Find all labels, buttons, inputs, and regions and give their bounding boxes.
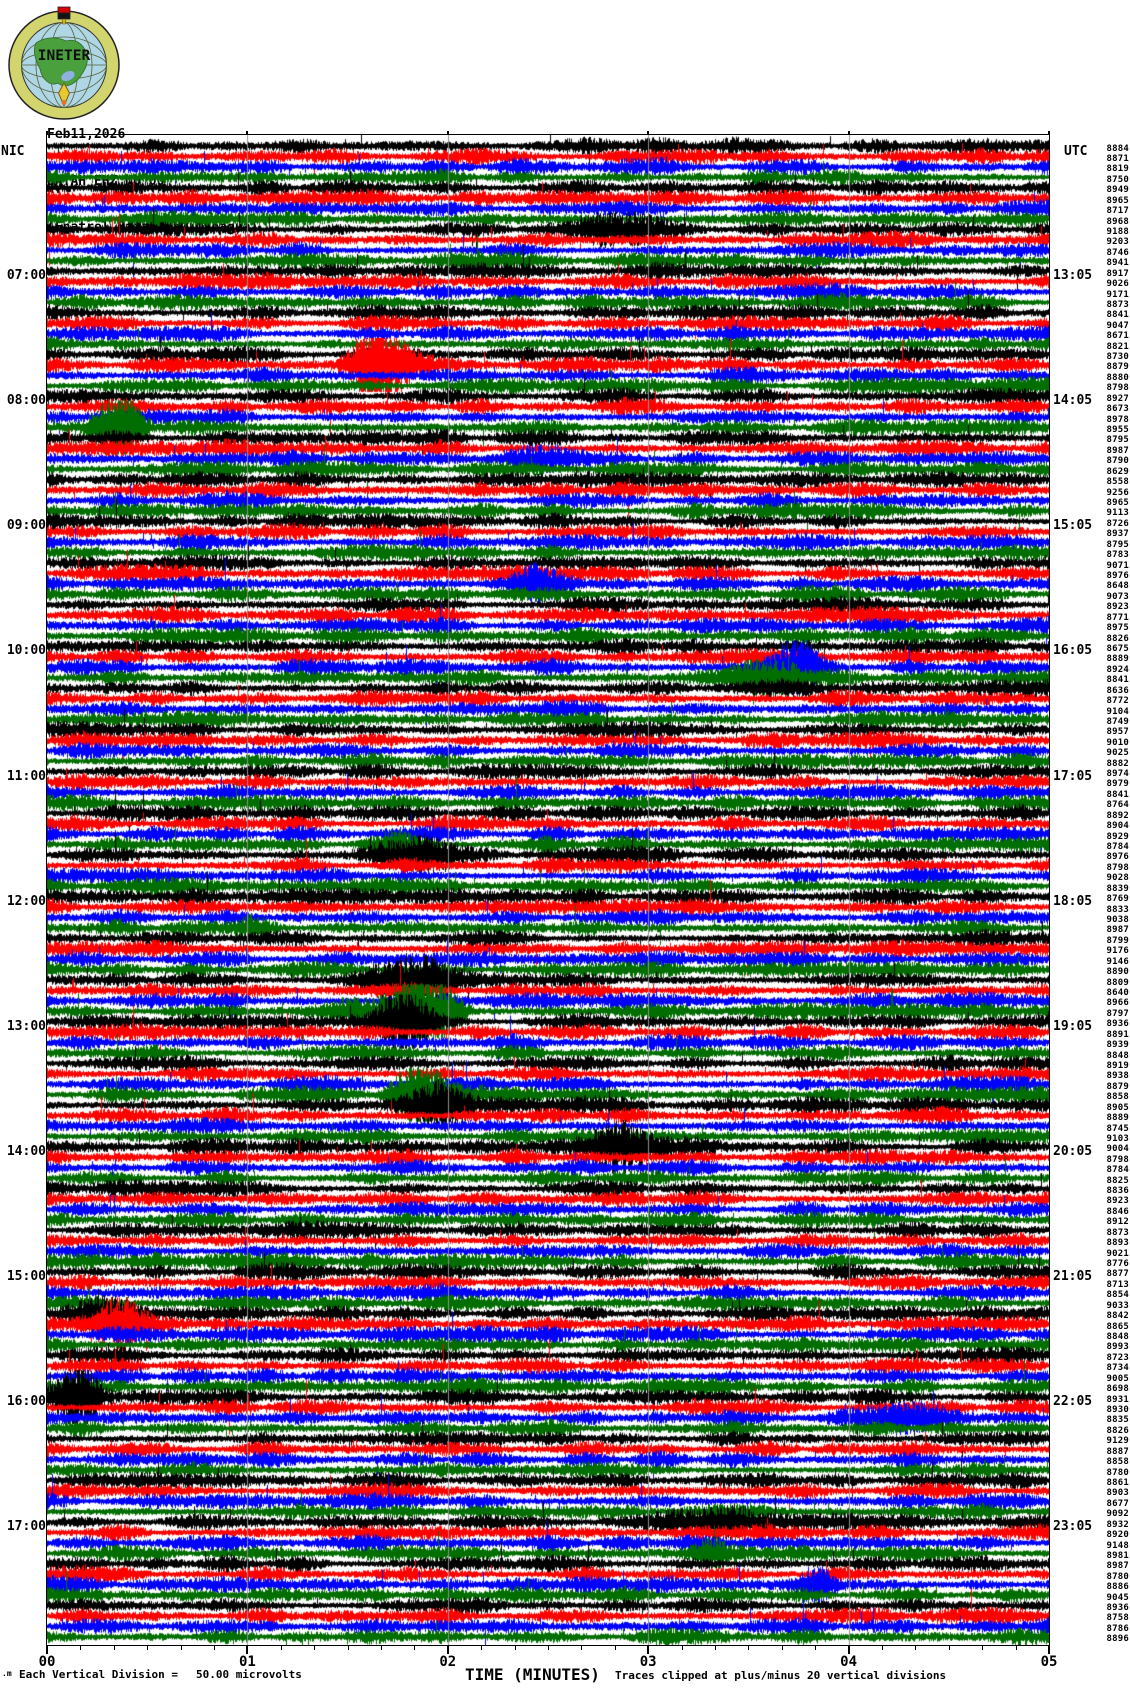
- row-value: 8723: [1106, 1352, 1129, 1363]
- row-value: 8975: [1106, 623, 1129, 633]
- right-hour-label: 19:05: [1053, 1018, 1093, 1034]
- row-value: 8912: [1106, 1217, 1129, 1228]
- row-value: 9033: [1106, 1300, 1129, 1311]
- row-value: 8976: [1106, 852, 1129, 863]
- x-axis-minor-tick: [982, 1645, 983, 1650]
- row-value: 8987: [1106, 925, 1129, 936]
- row-value: 8784: [1106, 1165, 1129, 1176]
- row-value: 8826: [1106, 633, 1129, 644]
- left-hour-label: 14:00: [6, 1143, 46, 1159]
- row-value: 9021: [1106, 1248, 1129, 1259]
- seismogram-trace-canvas: [47, 135, 1049, 1645]
- x-axis-minor-tick: [214, 1645, 215, 1650]
- x-axis-minor-tick: [615, 1645, 616, 1650]
- row-value: 8879: [1106, 362, 1129, 373]
- row-value: 8993: [1106, 1342, 1129, 1353]
- row-value: 8917: [1106, 268, 1129, 279]
- x-axis-top-tick: [246, 131, 248, 135]
- x-axis-minor-tick: [481, 1645, 482, 1650]
- logo-text: INETER: [37, 48, 91, 64]
- row-value: 9038: [1106, 915, 1129, 925]
- row-value: 9129: [1106, 1436, 1129, 1447]
- x-axis-minor-tick: [548, 1645, 549, 1650]
- row-value: 8769: [1106, 894, 1129, 905]
- row-value: 8920: [1106, 1530, 1129, 1540]
- row-value: 8749: [1106, 716, 1129, 727]
- row-value: 8835: [1106, 1415, 1129, 1426]
- row-value: 8799: [1106, 935, 1129, 946]
- row-value: 8841: [1106, 675, 1129, 686]
- x-axis-major-tick: [447, 1645, 449, 1654]
- right-hour-label: 15:05: [1053, 518, 1093, 534]
- x-axis-minor-tick: [949, 1645, 950, 1650]
- row-value: 8966: [1106, 998, 1129, 1009]
- row-value: 8873: [1106, 299, 1129, 310]
- x-axis-minor-tick: [114, 1645, 115, 1650]
- row-value: 9028: [1106, 873, 1129, 884]
- left-hour-label: 13:00: [6, 1018, 46, 1034]
- row-value: 8939: [1106, 1040, 1129, 1051]
- row-value: 9256: [1106, 487, 1129, 498]
- x-axis-major-tick: [246, 1645, 248, 1654]
- row-value: 8976: [1106, 570, 1129, 581]
- row-value: 8979: [1106, 779, 1129, 790]
- row-value: 8955: [1106, 425, 1129, 435]
- row-value: 8974: [1106, 769, 1129, 779]
- axis-corner-glyph: .m: [2, 1669, 12, 1678]
- row-value: 8836: [1106, 1186, 1129, 1196]
- row-value: 8923: [1106, 1196, 1129, 1207]
- row-value: 8833: [1106, 904, 1129, 915]
- x-axis-major-tick: [1048, 1645, 1050, 1654]
- row-value: 8839: [1106, 883, 1129, 894]
- row-value: 8780: [1106, 1467, 1129, 1478]
- row-value: 8987: [1106, 445, 1129, 456]
- row-value: 8854: [1106, 1290, 1129, 1301]
- row-value: 8938: [1106, 1071, 1129, 1082]
- x-axis-tick-label: 04: [840, 1654, 858, 1670]
- left-hour-label: 11:00: [6, 768, 46, 784]
- x-axis-minor-tick: [147, 1645, 148, 1650]
- x-axis-minor-tick: [682, 1645, 683, 1650]
- row-value: 8871: [1106, 153, 1129, 164]
- row-value: 8758: [1106, 1613, 1129, 1624]
- x-axis-minor-tick: [748, 1645, 749, 1650]
- row-value: 8889: [1106, 1113, 1129, 1123]
- row-value: 8784: [1106, 842, 1129, 852]
- x-axis-minor-tick: [80, 1645, 81, 1650]
- row-value: 8764: [1106, 800, 1129, 811]
- division-note: [19, 1668, 302, 1681]
- x-axis-minor-tick: [782, 1645, 783, 1650]
- row-value: 8891: [1106, 1029, 1129, 1040]
- row-value: 8848: [1106, 1050, 1129, 1061]
- row-value: 8677: [1106, 1498, 1129, 1509]
- row-value: 8936: [1106, 1603, 1129, 1613]
- x-axis-tick-label: 01: [238, 1654, 256, 1670]
- row-value: 8879: [1106, 1081, 1129, 1092]
- right-hour-label: 20:05: [1053, 1143, 1093, 1159]
- row-value: 8919: [1106, 1060, 1129, 1071]
- row-value: 8636: [1106, 685, 1129, 696]
- row-value: 8880: [1106, 372, 1129, 383]
- row-value: 8927: [1106, 393, 1129, 404]
- row-value: 8936: [1106, 1019, 1129, 1030]
- row-value: 8819: [1106, 164, 1129, 175]
- x-axis-top-tick: [1048, 131, 1050, 135]
- utc-timezone-label: UTC: [1064, 144, 1088, 159]
- x-axis-minor-tick: [181, 1645, 182, 1650]
- row-value: 8949: [1106, 185, 1129, 196]
- right-hour-label: 18:05: [1053, 893, 1093, 909]
- row-value: 8746: [1106, 247, 1129, 258]
- row-value: 8671: [1106, 331, 1129, 342]
- row-value: 8931: [1106, 1394, 1129, 1405]
- row-value: 8558: [1106, 477, 1129, 488]
- x-axis-minor-tick: [815, 1645, 816, 1650]
- row-value: 8842: [1106, 1311, 1129, 1322]
- x-axis-minor-tick: [314, 1645, 315, 1650]
- local-timezone-label: NIC: [1, 144, 25, 159]
- row-value: 8930: [1106, 1404, 1129, 1415]
- row-value: 9103: [1106, 1133, 1129, 1144]
- row-value: 8734: [1106, 1363, 1129, 1374]
- row-value: 8886: [1106, 1582, 1129, 1593]
- row-value: 8905: [1106, 1102, 1129, 1113]
- row-value: 8865: [1106, 1321, 1129, 1332]
- row-value: 9146: [1106, 956, 1129, 967]
- x-axis-minor-tick: [915, 1645, 916, 1650]
- row-value: 8929: [1106, 831, 1129, 842]
- row-value: 9203: [1106, 237, 1129, 248]
- row-value: 9071: [1106, 560, 1129, 571]
- x-axis-top-tick: [647, 131, 649, 135]
- right-hour-label: 23:05: [1053, 1519, 1093, 1535]
- row-value: 8726: [1106, 518, 1129, 529]
- left-hour-label: 15:00: [6, 1268, 46, 1284]
- x-axis-minor-tick: [882, 1645, 883, 1650]
- row-value: 8771: [1106, 612, 1129, 623]
- x-axis-major-tick: [647, 1645, 649, 1654]
- x-axis-minor-tick: [381, 1645, 382, 1650]
- row-value: 9005: [1106, 1373, 1129, 1384]
- ineter-logo-icon: [6, 3, 122, 121]
- row-value: 8745: [1106, 1123, 1129, 1134]
- row-value: 8826: [1106, 1425, 1129, 1436]
- x-axis-minor-tick: [1016, 1645, 1017, 1650]
- left-hour-label: 16:00: [6, 1394, 46, 1409]
- row-value: 9010: [1106, 737, 1129, 748]
- row-value: 9171: [1106, 289, 1129, 300]
- row-value: 8821: [1106, 341, 1129, 352]
- left-hour-label: 07:00: [6, 268, 46, 284]
- x-axis-minor-tick: [414, 1645, 415, 1650]
- row-value: 8809: [1106, 977, 1129, 988]
- row-value: 8937: [1106, 529, 1129, 540]
- right-hour-label: 17:05: [1053, 768, 1093, 784]
- row-value: 8629: [1106, 466, 1129, 477]
- row-value: 8673: [1106, 404, 1129, 415]
- row-value: 8981: [1106, 1550, 1129, 1561]
- row-value: 8795: [1106, 435, 1129, 446]
- row-value: 8786: [1106, 1623, 1129, 1634]
- row-value: 8795: [1106, 539, 1129, 550]
- row-value: 8717: [1106, 206, 1129, 217]
- row-value: 8797: [1106, 1008, 1129, 1019]
- row-value: 8848: [1106, 1332, 1129, 1342]
- row-value: 9004: [1106, 1144, 1129, 1155]
- row-value: 8896: [1106, 1634, 1129, 1645]
- x-axis-minor-tick: [715, 1645, 716, 1650]
- row-value: 8858: [1106, 1092, 1129, 1103]
- row-value: 8965: [1106, 195, 1129, 206]
- row-value: 8698: [1106, 1384, 1129, 1395]
- x-axis-minor-tick: [515, 1645, 516, 1650]
- row-value: 8640: [1106, 987, 1129, 998]
- row-value: 9045: [1106, 1592, 1129, 1603]
- row-value: 8648: [1106, 581, 1129, 592]
- row-value: 8858: [1106, 1457, 1129, 1468]
- row-value: 8877: [1106, 1269, 1129, 1280]
- x-axis-top-tick: [447, 131, 449, 135]
- row-value: 9025: [1106, 748, 1129, 759]
- row-value: 8882: [1106, 758, 1129, 769]
- x-axis-minor-tick: [581, 1645, 582, 1650]
- row-value: 8890: [1106, 967, 1129, 978]
- left-hour-label: 12:00: [6, 893, 46, 909]
- row-value: 9104: [1106, 706, 1129, 717]
- row-value: 8776: [1106, 1259, 1129, 1269]
- row-value: 9073: [1106, 591, 1129, 602]
- row-value: 8730: [1106, 352, 1129, 362]
- division-value: 50.00 microvolts: [195, 1668, 302, 1681]
- x-axis-top-tick: [848, 131, 850, 135]
- row-value: 8923: [1106, 602, 1129, 613]
- row-value: 8924: [1106, 664, 1129, 675]
- right-hour-label: 13:05: [1053, 268, 1093, 284]
- row-value: 8903: [1106, 1488, 1129, 1499]
- row-value: 9188: [1106, 226, 1129, 237]
- row-value: 8987: [1106, 1561, 1129, 1572]
- left-hour-label: 08:00: [6, 393, 46, 409]
- row-value: 8798: [1106, 1154, 1129, 1165]
- x-axis-top-tick: [46, 131, 48, 135]
- row-value: 8861: [1106, 1477, 1129, 1488]
- row-value: 8841: [1106, 789, 1129, 800]
- row-value: 9113: [1106, 508, 1129, 519]
- row-value: 8978: [1106, 414, 1129, 425]
- x-axis-tick-label: 03: [639, 1654, 657, 1670]
- row-value: 8780: [1106, 1571, 1129, 1582]
- x-axis-major-tick: [848, 1645, 850, 1654]
- row-value: 8713: [1106, 1279, 1129, 1290]
- x-axis-tick-label: 02: [439, 1654, 457, 1670]
- row-value: 8892: [1106, 810, 1129, 821]
- row-value: 8932: [1106, 1519, 1129, 1530]
- row-value: 8889: [1106, 654, 1129, 665]
- row-value: 8893: [1106, 1238, 1129, 1249]
- row-value: 9092: [1106, 1509, 1129, 1520]
- x-axis-minor-tick: [281, 1645, 282, 1650]
- x-axis-tick-label: 05: [1040, 1654, 1058, 1670]
- right-hour-label: 22:05: [1053, 1394, 1093, 1409]
- right-hour-label: 14:05: [1053, 393, 1093, 409]
- row-value: 8884: [1106, 143, 1129, 154]
- row-value: 8941: [1106, 258, 1129, 269]
- clip-note: Traces clipped at plus/minus 20 vertical divisions: [615, 1669, 947, 1682]
- row-value: 9176: [1106, 946, 1129, 957]
- x-axis-tick-label: 00: [38, 1654, 56, 1670]
- row-value: 8965: [1106, 498, 1129, 508]
- row-value: 8798: [1106, 862, 1129, 873]
- row-value: 8904: [1106, 821, 1129, 832]
- row-value: 8675: [1106, 643, 1129, 654]
- x-axis-minor-tick: [348, 1645, 349, 1650]
- left-hour-label: 10:00: [6, 643, 46, 659]
- row-value: 9148: [1106, 1540, 1129, 1551]
- row-value: 8841: [1106, 310, 1129, 321]
- row-value: 8873: [1106, 1227, 1129, 1238]
- division-label: Each Vertical Division =: [19, 1668, 178, 1681]
- row-value: 8798: [1106, 383, 1129, 394]
- x-axis-major-tick: [46, 1645, 48, 1654]
- row-value: 8846: [1106, 1206, 1129, 1217]
- right-hour-label: 16:05: [1053, 643, 1093, 659]
- row-value: 8887: [1106, 1446, 1129, 1457]
- row-value: 8772: [1106, 696, 1129, 706]
- x-axis-title: TIME (MINUTES): [465, 1665, 600, 1684]
- row-value: 8750: [1106, 174, 1129, 185]
- row-value: 8968: [1106, 216, 1129, 227]
- row-value: 9047: [1106, 320, 1129, 331]
- left-hour-label: 09:00: [6, 518, 46, 534]
- row-value: 8825: [1106, 1175, 1129, 1186]
- row-value: 9026: [1106, 279, 1129, 289]
- row-value: 8783: [1106, 550, 1129, 561]
- right-hour-label: 21:05: [1053, 1268, 1093, 1284]
- row-value: 8957: [1106, 727, 1129, 738]
- row-value: 8790: [1106, 456, 1129, 467]
- left-hour-label: 17:00: [6, 1519, 46, 1535]
